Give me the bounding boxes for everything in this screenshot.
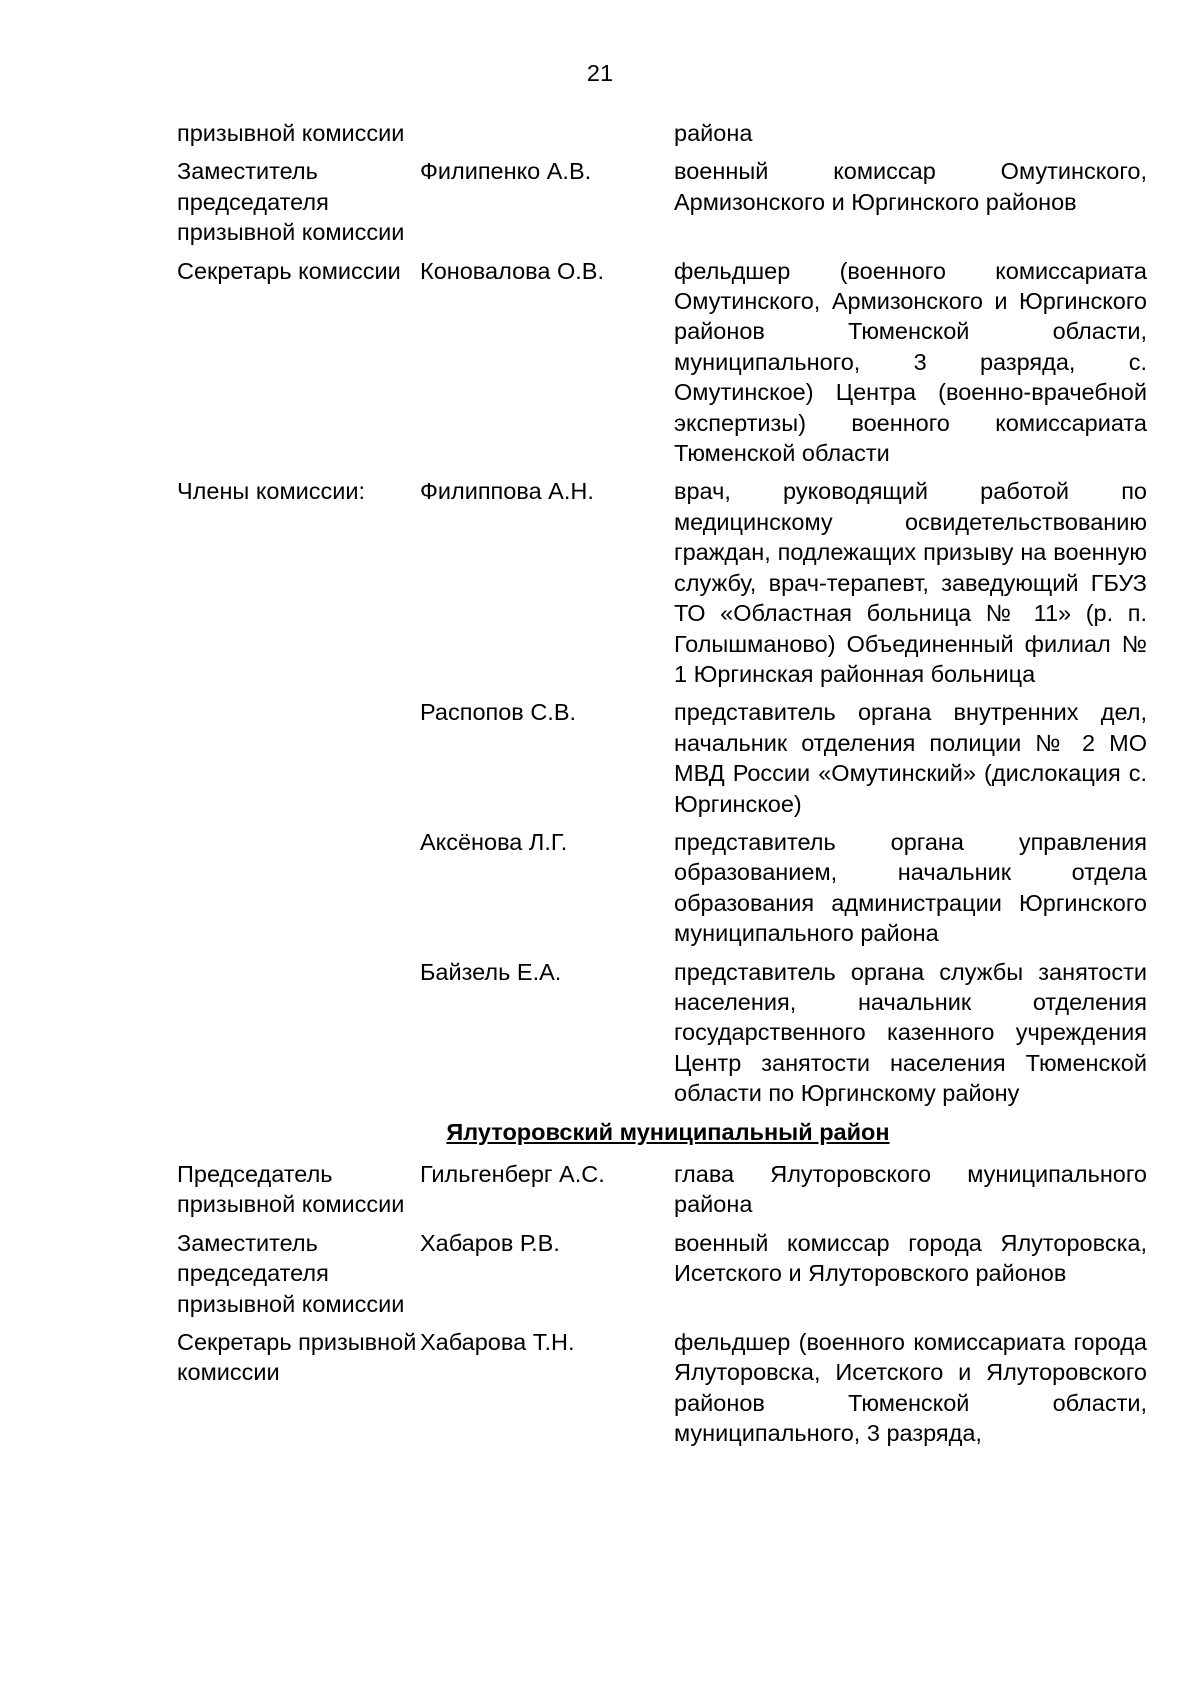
role-cell: Секретарь призывной комиссии: [177, 1329, 417, 1386]
role-cell: Председатель призывной комиссии: [177, 1161, 405, 1218]
position-cell: военный комиссар Омутинского, Армизонского и Юргинского районов: [674, 158, 1147, 215]
commission-section-continuation: [177, 118, 1147, 1109]
role-cell: [177, 957, 420, 1109]
role-cell: Секретарь комиссии: [177, 257, 401, 284]
name-cell: [420, 118, 674, 148]
name-cell: Коновалова О.В.: [420, 257, 604, 284]
position-cell: представитель органа службы занятости населения, начальник отделения государственного казенного учреждения Центр занятости населения Тюменской области по Юргинскому району: [674, 958, 1147, 1107]
commission-row: [177, 476, 1147, 689]
commission-row: [177, 1159, 1147, 1220]
commission-row: [177, 957, 1147, 1109]
commission-row: [177, 156, 1147, 247]
name-cell: Филипенко А.В.: [420, 158, 592, 185]
commission-row: [177, 697, 1147, 819]
commission-section-yalutorovsky: [177, 1159, 1147, 1449]
name-cell: Хабарова Т.Н.: [420, 1329, 575, 1356]
role-cell: призывной комиссии: [177, 120, 405, 146]
section-title: Ялуторовский муниципальный район: [446, 1118, 890, 1145]
page-number: 21: [586, 60, 614, 86]
position-cell: глава Ялуторовского муниципального района: [674, 1161, 1147, 1218]
commission-row: [177, 1327, 1147, 1449]
name-cell: Аксёнова Л.Г.: [420, 828, 568, 855]
position-cell: района: [674, 120, 753, 146]
name-cell: Распопов С.В.: [420, 699, 577, 726]
commission-row: [177, 118, 1147, 148]
role-cell: Члены комиссии:: [177, 478, 366, 505]
commission-list: [177, 118, 1147, 1457]
role-cell: [177, 827, 420, 949]
position-cell: фельдшер (военного комиссариата города Ялуторовска, Исетского и Ялуторовского районов Тюменской области, муниципального, 3 разряда,: [674, 1329, 1147, 1447]
position-cell: представитель органа управления образованием, начальник отдела образования администрации Юргинского муниципального района: [674, 828, 1147, 947]
name-cell: Байзель Е.А.: [420, 958, 562, 985]
commission-row: [177, 256, 1147, 469]
name-cell: Гильгенберг А.С.: [420, 1161, 605, 1187]
commission-row: [177, 1228, 1147, 1319]
position-cell: фельдшер (военного комиссариата Омутинского, Армизонского и Юргинского районов Тюменской области, муниципального, 3 разряда, с. Омутинское) Центра (военно-врачебной экспертизы) военного комиссариата Тюменской области: [674, 257, 1147, 467]
commission-row: [177, 827, 1147, 949]
name-cell: Филиппова А.Н.: [420, 478, 594, 505]
name-cell: Хабаров Р.В.: [420, 1229, 560, 1256]
position-cell: представитель органа внутренних дел, начальник отделения полиции № 2 МО МВД России «Омутинский» (дислокация с. Юргинское): [674, 699, 1147, 817]
role-cell: [177, 697, 420, 819]
role-cell: Заместитель председателя призывной комиссии: [177, 1229, 405, 1317]
position-cell: врач, руководящий работой по медицинскому освидетельствованию граждан, подлежащих призыву на военную службу, врач-терапевт, заведующий ГБУЗ ТО «Областная больница № 11» (р. п. Голышманово) Объединенный филиал № 1 Юргинская районная больница: [674, 478, 1147, 687]
position-cell: военный комиссар города Ялуторовска, Исетского и Ялуторовского районов: [674, 1229, 1147, 1287]
role-cell: Заместитель председателя призывной комиссии: [177, 158, 405, 246]
